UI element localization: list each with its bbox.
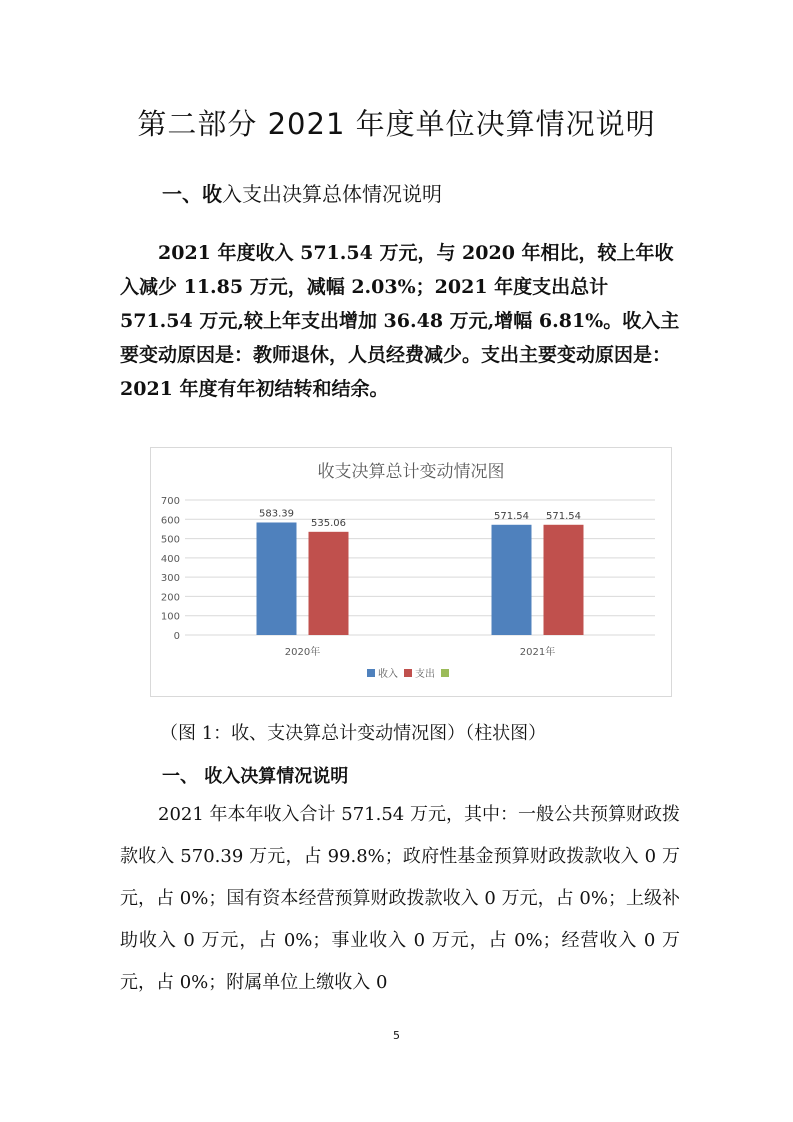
section-heading-1-rest: 入支出决算总体情况说明 [222,182,442,206]
y-tick-label: 500 [160,534,180,546]
y-tick-label: 300 [160,573,180,585]
section-heading-2: 一、 收入决算情况说明 [162,766,349,787]
legend-swatch-1 [404,669,412,677]
chart-title: 收支决算总计变动情况图 [317,462,505,482]
y-tick-label: 700 [160,496,180,507]
page-title: 第二部分 2021 年度单位决算情况说明 [137,107,656,141]
data-label: 571.54 [494,510,529,522]
bar-income-0 [257,522,297,635]
legend-label-1: 支出 [415,669,435,680]
y-tick-label: 600 [160,515,180,527]
x-tick-label: 2021年 [519,647,556,658]
data-label: 535.06 [311,517,346,529]
bar-income-1 [492,525,532,635]
legend-swatch-0 [367,669,375,677]
legend-swatch-2 [441,669,449,677]
y-tick-label: 200 [160,592,180,604]
y-tick-label: 400 [160,553,180,565]
bar-expense-1 [544,525,584,635]
bar-chart [150,447,672,697]
y-tick-label: 0 [173,631,180,642]
summary-paragraph: 2021 年度收入 571.54 万元，与 2020 年相比，较上年收入减少 11.85 万元，减幅 2.03%；2021 年度支出总计 571.54 万元,较上年支出增加 36.48 万元,增幅 6.81%。收入主要变动原因是：教师退休，人员经费减少。支出主要变动原因是：2021 年度有年初结转和结余。 [120,242,680,400]
bar-chart-svg [151,448,671,696]
page-number: 5 [393,1029,400,1042]
bar-expense-0 [309,532,349,635]
section-heading-1-bold: 一、收 [162,182,222,206]
section-heading-1 [162,178,442,207]
income-paragraph: 2021 年本年收入合计 571.54 万元，其中：一般公共预算财政拨款收入 570.39 万元，占 99.8%；政府性基金预算财政拨款收入 0 万元，占 0%；国有资本经营预算财政拨款收入 0 万元，占 0%；上级补助收入 0 万元，占 0%；事业收入 0 万元，占 0%；经营收入 0 万元，占 0%；附属单位上缴收入 0 [120,804,680,993]
data-label: 571.54 [546,510,581,522]
legend-label-0: 收入 [378,669,398,680]
data-label: 583.39 [259,508,294,520]
x-tick-label: 2020年 [284,647,321,658]
y-tick-label: 100 [160,611,180,623]
figure-caption: （图 1：收、支决算总计变动情况图）（柱状图） [160,723,547,744]
